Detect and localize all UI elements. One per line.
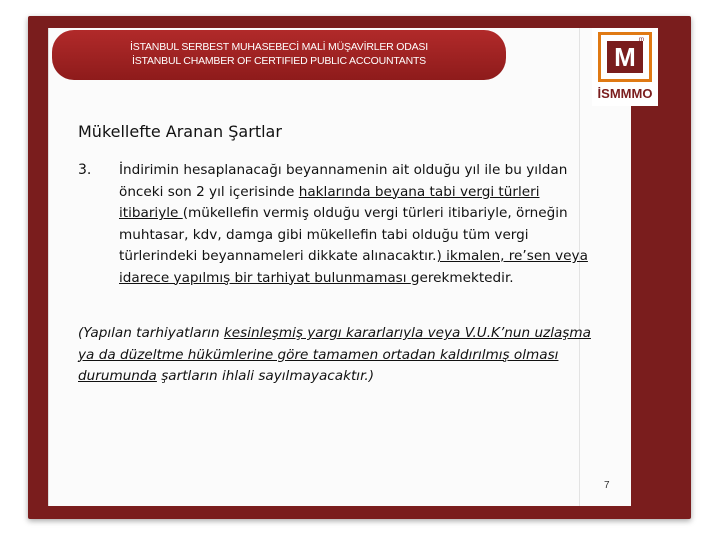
item-number: 3.	[78, 162, 92, 178]
item-text-underline1: haklarında beyana tabi vergi türleri itibariyle	[119, 183, 540, 221]
header-line-en: İSTANBUL CHAMBER OF CERTIFIED PUBLIC ACCOUNTANTS	[132, 55, 426, 67]
logo-mark-icon	[598, 32, 652, 82]
item-text-part2: (mükellefin vermiş olduğu vergi türleri itibariyle, örneğin muhtasar, kdv, damga gibi mükellefin tabi olduğu tüm vergi türlerindeki beyannameleri dikkate alınacaktır.	[119, 205, 568, 264]
note-text	[78, 323, 598, 388]
logo-mark-sup: m	[639, 37, 644, 43]
header-banner	[52, 30, 506, 80]
item-text	[119, 160, 589, 289]
ismmmo-logo	[592, 28, 658, 106]
page-number: 7	[604, 480, 610, 491]
note-part1: (Yapılan tarhiyatların	[78, 325, 224, 341]
logo-text: İSMMMO	[597, 86, 653, 101]
header-line-tr: İSTANBUL SERBEST MUHASEBECİ MALİ MÜŞAVİRLER ODASI	[130, 41, 428, 53]
note-underline: kesinleşmiş yargı kararlarıyla veya V.U.K’nun uzlaşma ya da düzeltme hükümlerine göre tamamen ortadan kaldırılmış olması durumunda	[78, 325, 591, 384]
item-text-part3: gerekmektedir.	[410, 269, 514, 286]
item-text-part1: İndirimin hesaplanacağı beyannamenin ait olduğu yıl ile bu yıldan önceki son 2 yıl içerisinde	[119, 162, 568, 200]
note-part2: şartların ihlali sayılmayacaktır.)	[156, 368, 375, 384]
section-heading: Mükellefte Aranan Şartlar	[78, 122, 282, 141]
logo-mark-letter: M	[607, 41, 643, 73]
item-text-underline2: ) ikmalen, re’sen veya idarece yapılmış bir tarhiyat bulunmaması	[119, 248, 588, 286]
